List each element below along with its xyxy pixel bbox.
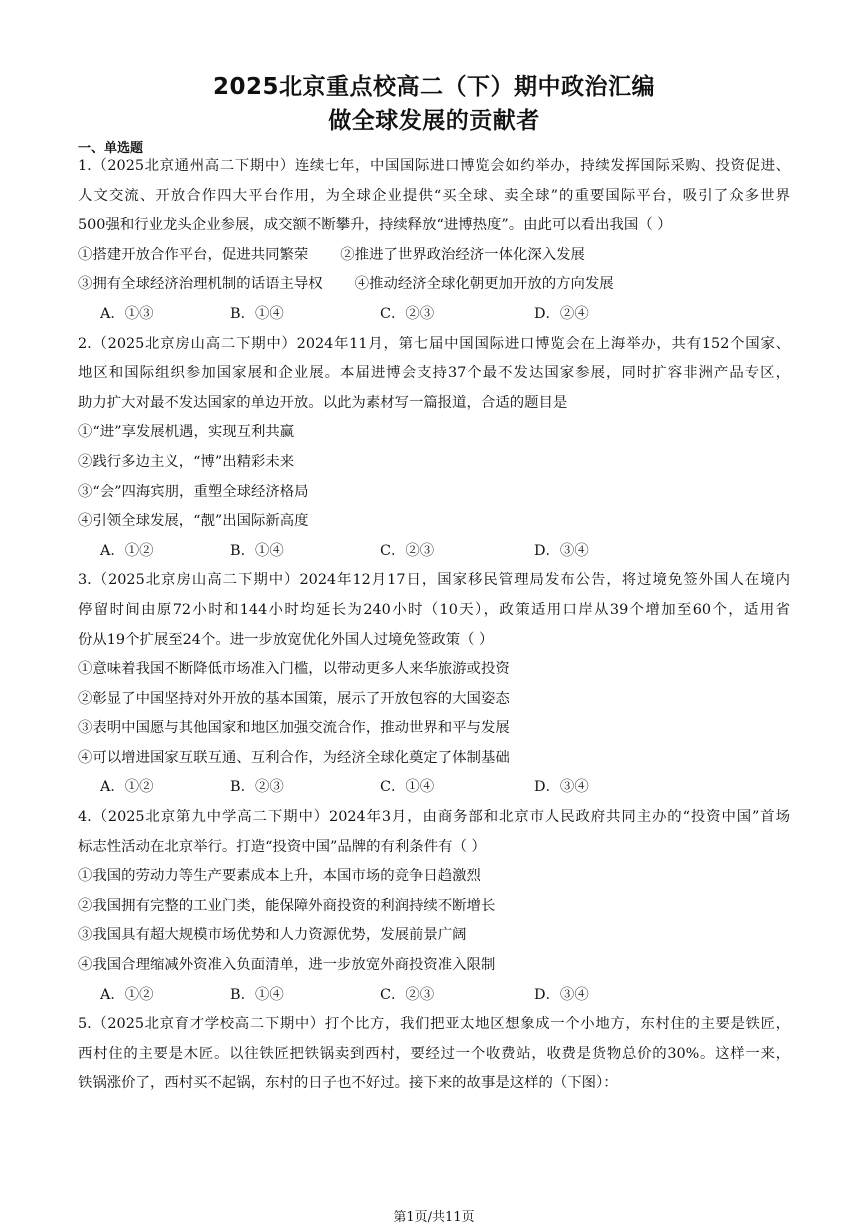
- stem-line: 500强和行业龙头企业参展，成交额不断攀升，持续释放“进博热度”。由此可以看出我国（ ）: [78, 217, 672, 234]
- choice-b: B．①④: [230, 542, 284, 559]
- option-item: ②我国拥有完整的工业门类，能保障外商投资的利润持续不断增长: [78, 897, 496, 914]
- page-subtitle: 做全球发展的贡献者: [328, 108, 540, 134]
- stem-line: 助力扩大对最不发达国家的单边开放。以此为素材写一篇报道，合适的题目是: [78, 394, 568, 411]
- stem-line: 铁锅涨价了，西村买不起锅，东村的日子也不好过。接下来的故事是这样的（下图）：: [78, 1075, 618, 1092]
- option-row: [78, 241, 790, 271]
- choice-b: B．①④: [230, 986, 284, 1003]
- answer-choices: [78, 981, 790, 1011]
- stem-line: 份从19个扩展至24个。进一步放宽优化外国人过境免签政策（ ）: [78, 631, 494, 648]
- choice-b: B．①④: [230, 305, 284, 322]
- option-item: ③我国具有超大规模市场优势和人力资源优势，发展前景广阔: [78, 927, 467, 944]
- option-item: ④推动经济全球化朝更加开放的方向发展: [354, 276, 614, 293]
- option-item: ③“会”四海宾朋，重塑全球经济格局: [78, 483, 309, 500]
- page-number-footer: 第1页/共11页: [393, 1210, 475, 1225]
- stem-line: 5.（2025北京育才学校高二下期中）打个比方，我们把亚太地区想象成一个小地方，东村住的主要是铁匠，: [78, 1016, 790, 1033]
- stem-line: 人文交流、开放合作四大平台作用，为全球企业提供“买全球、卖全球”的重要国际平台，吸引了众多世界: [78, 187, 790, 204]
- question-2: [78, 330, 790, 567]
- choice-c: C．②③: [380, 986, 435, 1003]
- choice-c: C．①④: [380, 779, 435, 796]
- option-item: ①“进”享发展机遇，实现互利共赢: [78, 424, 295, 441]
- answer-choices: [78, 537, 790, 567]
- question-stem: [78, 330, 790, 419]
- stem-line: 停留时间由原72小时和144小时均延长为240小时（10天），政策适用口岸从39个增加至60个，适用省: [78, 601, 790, 618]
- stem-line: 1.（2025北京通州高二下期中）连续七年，中国国际进口博览会如约举办，持续发挥国际采购、投资促进、: [78, 158, 790, 174]
- choice-a: A．①③: [100, 305, 154, 322]
- question-stem: [78, 152, 790, 241]
- answer-choices: [78, 300, 790, 330]
- section-heading: 一、单选题: [78, 141, 144, 156]
- option-item: ②践行多边主义，“博”出精彩未来: [78, 453, 295, 470]
- stem-line: 标志性活动在北京举行。打造“投资中国”品牌的有利条件有（ ）: [78, 838, 486, 855]
- choice-d: D．②④: [534, 305, 589, 322]
- question-3: [78, 566, 790, 803]
- option-item: ④我国合理缩减外资准入负面清单，进一步放宽外商投资准入限制: [78, 957, 496, 974]
- question-stem: [78, 566, 790, 655]
- stem-line: 3.（2025北京房山高二下期中）2024年12月17日，国家移民管理局发布公告，将过境免签外国人在境内: [78, 572, 790, 589]
- choice-a: A．①②: [100, 542, 154, 559]
- question-list: [78, 152, 790, 1099]
- option-item: ④引领全球发展，“靓”出国际新高度: [78, 513, 309, 530]
- option-item: ③拥有全球经济治理机制的话语主导权: [78, 276, 323, 293]
- choice-a: A．①②: [100, 986, 154, 1003]
- option-item: ②彰显了中国坚持对外开放的基本国策，展示了开放包容的大国姿态: [78, 690, 510, 707]
- answer-choices: [78, 773, 790, 803]
- choice-d: D．③④: [534, 542, 589, 559]
- option-row: [78, 270, 790, 300]
- choice-c: C．②③: [380, 542, 435, 559]
- stem-line: 地区和国际组织参加国家展和企业展。本届进博会支持37个最不发达国家参展，同时扩容非洲产品专区，: [78, 365, 790, 382]
- option-item: ②推进了世界政治经济一体化深入发展: [340, 246, 585, 263]
- question-5: [78, 1010, 790, 1099]
- stem-line: 2.（2025北京房山高二下期中）2024年11月，第七届中国国际进口博览会在上海举办，共有152个国家、: [78, 335, 790, 352]
- option-item: ④可以增进国家互联互通、互利合作，为经济全球化奠定了体制基础: [78, 749, 510, 766]
- choice-c: C．②③: [380, 305, 435, 322]
- question-1: [78, 152, 790, 330]
- question-4: [78, 803, 790, 1010]
- choice-a: A．①②: [100, 779, 154, 796]
- page-title: 2025北京重点校高二（下）期中政治汇编: [212, 74, 655, 100]
- choice-d: D．③④: [534, 779, 589, 796]
- stem-line: 4.（2025北京第九中学高二下期中）2024年3月，由商务部和北京市人民政府共同主办的“投资中国”首场: [78, 809, 790, 826]
- question-stem: [78, 1010, 790, 1099]
- option-item: ③表明中国愿与其他国家和地区加强交流合作，推动世界和平与发展: [78, 720, 510, 737]
- choice-b: B．②③: [230, 779, 284, 796]
- stem-line: 西村住的主要是木匠。以往铁匠把铁锅卖到西村，要经过一个收费站，收费是货物总价的30%。这样一来，: [78, 1045, 790, 1062]
- option-item: ①我国的劳动力等生产要素成本上升，本国市场的竞争日趋激烈: [78, 868, 481, 885]
- option-item: ①搭建开放合作平台，促进共同繁荣: [78, 246, 309, 263]
- choice-d: D．③④: [534, 986, 589, 1003]
- question-stem: [78, 803, 790, 862]
- option-item: ①意味着我国不断降低市场准入门槛，以带动更多人来华旅游或投资: [78, 661, 510, 678]
